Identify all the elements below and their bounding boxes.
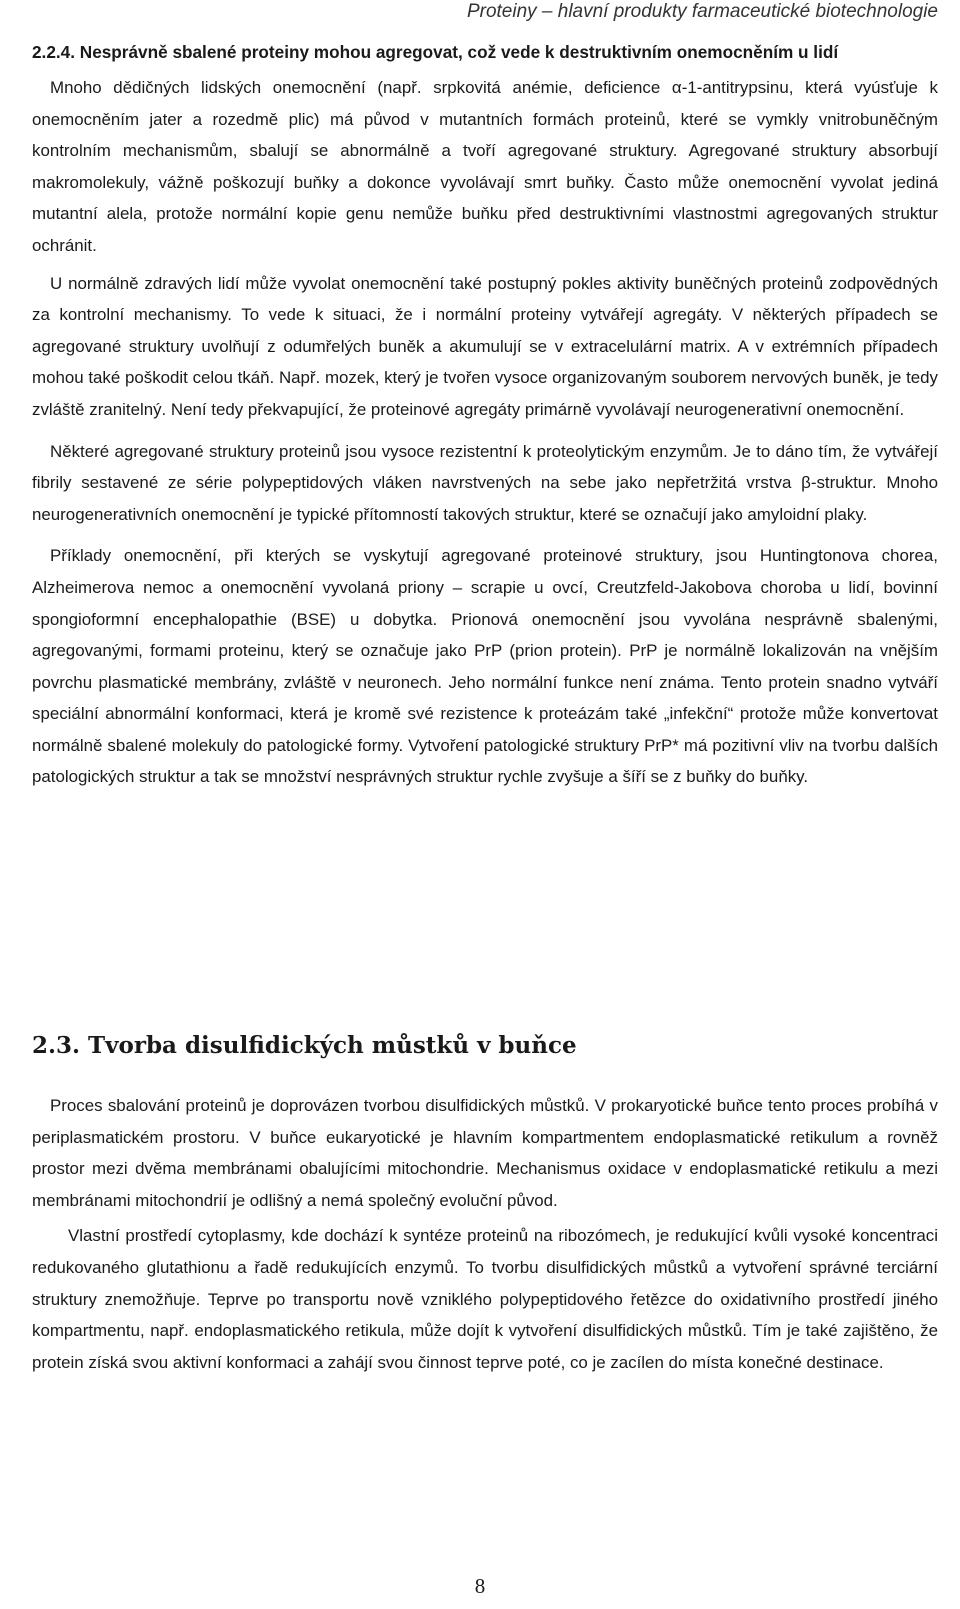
- paragraph: Příklady onemocnění, při kterých se vyskytují agregované proteinové struktury, jsou Huntingtonova chorea, Alzheimerova nemoc a onemocnění vyvolaná priony – scrapie u ovcí, Creutzfeld-Jakobova choroba u lidí, bovinní spongioformní encephalopathie (BSE) u dobytka. Prionová onemocnění jsou vyvolána nesprávně sbalenými, agregovanými, formami proteinu, který se označuje jako PrP (prion protein). PrP je normálně lokalizován na vnějším povrchu plasmatické membrány, zvláště v neuronech. Jeho normální funkce není známa. Tento protein snadno vytváří speciální abnormální konformaci, která je kromě své rezistence k proteázám také „infekční“ protože může konvertovat normálně sbalené molekuly do patologické formy. Vytvoření patologické struktury PrP* má pozitivní vliv na tvorbu dalších patologických struktur a tak se množství nesprávných struktur rychle zvyšuje a šíří se z buňky do buňky.: [32, 546, 938, 787]
- paragraph: Vlastní prostředí cytoplasmy, kde dochází k syntéze proteinů na ribozómech, je redukující kvůli vysoké koncentraci redukovaného glutathionu a řadě redukujících enzymů. To tvorbu disulfidických můstků a vytvoření správné terciární struktury znemožňuje. Teprve po transportu nově vzniklého polypeptidového řetězce do oxidativního prostředí jiného kompartmentu, např. endoplasmatického retikula, může dojít k vytvoření disulfidických můstků. Tím je také zajištěno, že protein získá svou aktivní konformaci a zahájí svou činnost teprve poté, co je zacílen do místa konečné destinace.: [32, 1226, 938, 1372]
- section-heading-2-3: 2.3. Tvorba disulfidických můstků v buňce: [32, 1032, 577, 1059]
- paragraph: Mnoho dědičných lidských onemocnění (např. srpkovitá anémie, deficience α-1-antitrypsinu, která vyúsťuje k onemocněním jater a rozedmě plic) má původ v mutantních formách proteinů, které se vymkly vnitrobuněčným kontrolním mechanismům, sbalují se abnormálně a tvoří agregované struktury. Agregované struktury absorbují makromolekuly, vážně poškozují buňky a dokonce vyvolávají smrt buňky. Často může onemocnění vyvolat jediná mutantní alela, protože normální kopie genu nemůže buňku před destruktivními vlastnostmi agregovaných struktur ochránit.: [32, 78, 938, 255]
- text-block-2-2-4: [32, 72, 938, 793]
- paragraph: U normálně zdravých lidí může vyvolat onemocnění také postupný pokles aktivity buněčných proteinů zodpovědných za kontrolní mechanismy. To vede k situaci, že i normální proteiny vytvářejí agregáty. V některých případech se agregované struktury uvolňují z odumřelých buněk a akumulují se v extracelulární matrix. A v extrémních případech mohou také poškodit celou tkáň. Např. mozek, který je tvořen vysoce organizovaným souborem nervových buněk, je tedy zvláště zranitelný. Není tedy překvapující, že proteinové agregáty primárně vyvolávají neurogenerativní onemocnění.: [32, 273, 938, 419]
- page-number: 8: [474, 1574, 486, 1598]
- subsection-heading-2-2-4: 2.2.4. Nesprávně sbalené proteiny mohou agregovat, což vede k destruktivním onemocněním u lidí: [32, 42, 839, 62]
- text-block-2-3: [32, 1090, 938, 1378]
- running-header: Proteiny – hlavní produkty farmaceutické biotechnologie: [466, 1, 938, 22]
- paragraph: Některé agregované struktury proteinů jsou vysoce rezistentní k proteolytickým enzymům. Je to dáno tím, že vytvářejí fibrily sestavené ze série polypeptidových vláken navrstvených na sebe jako nepřetržitá vrstva β-struktur. Mnoho neurogenerativních onemocnění je typické přítomností takových struktur, které se označují jako amyloidní plaky.: [32, 441, 938, 524]
- paragraph: Proces sbalování proteinů je doprovázen tvorbou disulfidických můstků. V prokaryotické buňce tento proces probíhá v periplasmatickém prostoru. V buňce eukaryotické je hlavním kompartmentem endoplasmatické retikulum a rovněž prostor mezi dvěma membránami obalujícími mitochondrie. Mechanismus oxidace v endoplasmatické retikulu a mezi membránami mitochondrií je odlišný a nemá společný evoluční původ.: [32, 1096, 938, 1210]
